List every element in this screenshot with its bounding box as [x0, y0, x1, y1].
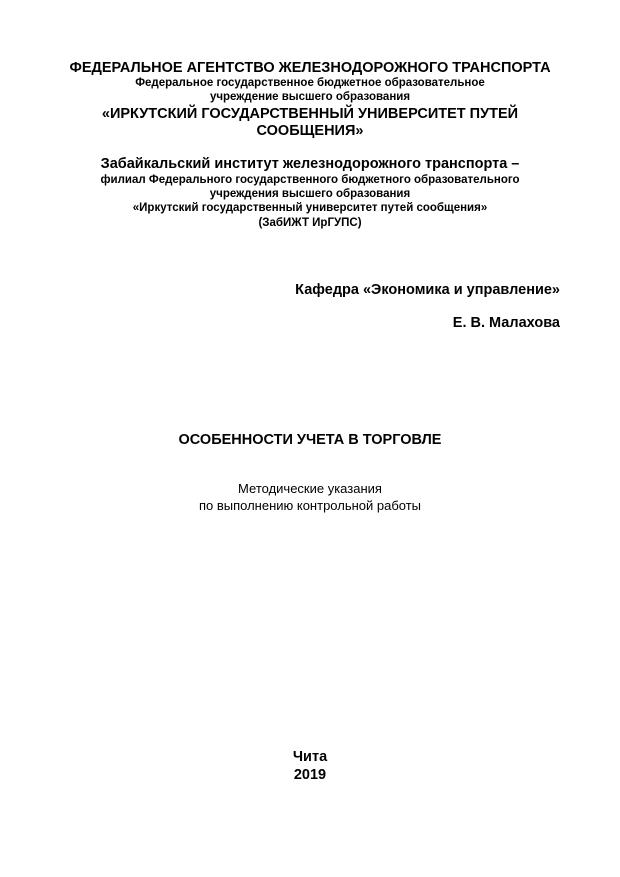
department-name: Кафедра «Экономика и управление»: [295, 282, 560, 298]
author-name: Е. В. Малахова: [452, 315, 560, 331]
subtitle-line1: Методические указания: [238, 481, 382, 496]
university-name-line2: СООБЩЕНИЯ»: [256, 123, 364, 139]
university-name-line1: «ИРКУТСКИЙ ГОСУДАРСТВЕННЫЙ УНИВЕРСИТЕТ ПУТЕЙ: [101, 106, 519, 122]
branch-line1: филиал Федерального государственного бюджетного образовательного: [100, 174, 520, 186]
city: Чита: [292, 749, 328, 765]
subtitle-line2: по выполнению контрольной работы: [198, 498, 422, 513]
institute-name: Забайкальский институт железнодорожного транспорта –: [100, 156, 520, 172]
year: 2019: [293, 767, 327, 783]
org-type-line2: учреждение высшего образования: [209, 91, 411, 103]
document-title: ОСОБЕННОСТИ УЧЕТА В ТОРГОВЛЕ: [178, 432, 442, 448]
org-type-line1: Федеральное государственное бюджетное образовательное: [135, 77, 485, 89]
agency-name: ФЕДЕРАЛЬНОЕ АГЕНТСТВО ЖЕЛЕЗНОДОРОЖНОГО ТРАНСПОРТА: [69, 60, 551, 76]
branch-line2: учреждения высшего образования: [209, 188, 411, 200]
branch-abbreviation: (ЗабИЖТ ИрГУПС): [258, 217, 362, 229]
branch-line3: «Иркутский государственный университет путей сообщения»: [132, 202, 488, 214]
